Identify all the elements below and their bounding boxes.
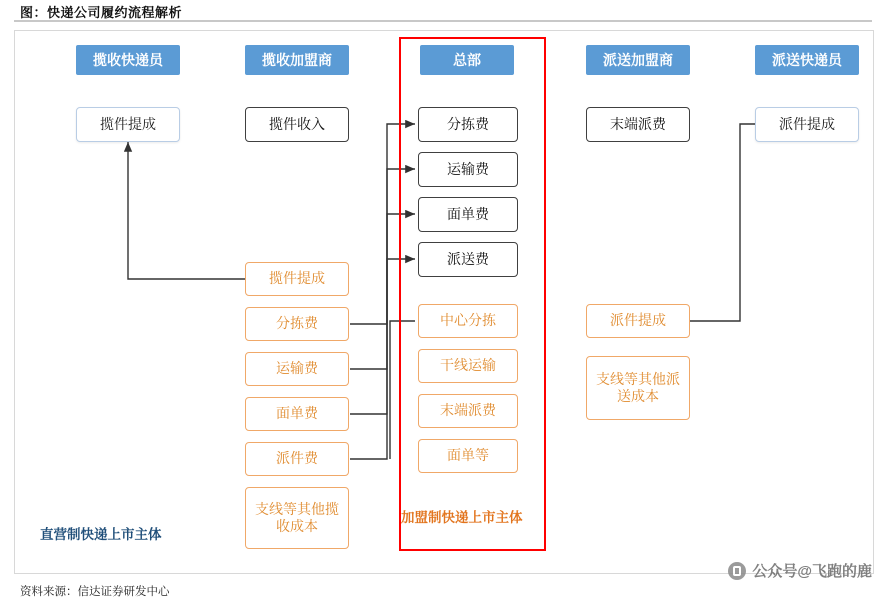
node-col5-delivery-commission: 派件提成 — [755, 107, 859, 142]
node-col2-sorting-fee: 分拣费 — [245, 307, 349, 341]
node-col2-pickup-commission: 揽件提成 — [245, 262, 349, 296]
node-col1-commission: 揽件提成 — [76, 107, 180, 142]
node-col4-delivery-commission: 派件提成 — [586, 304, 690, 338]
node-hq-waybill-fee: 面单费 — [418, 197, 518, 232]
column-header-2: 揽收加盟商 — [245, 45, 349, 75]
watermark-text: 公众号@飞跑的鹿 — [752, 563, 872, 580]
node-hq-trunk-transport: 干线运输 — [418, 349, 518, 383]
figure-title: 图：快递公司履约流程解析 — [20, 5, 183, 20]
node-hq-sorting-fee: 分拣费 — [418, 107, 518, 142]
node-hq-terminal-delivery-fee: 末端派费 — [418, 394, 518, 428]
node-col2-delivery-fee: 派件费 — [245, 442, 349, 476]
column-header-4: 派送加盟商 — [586, 45, 690, 75]
title-divider — [14, 20, 872, 22]
watermark — [728, 560, 872, 581]
node-hq-waybill-etc: 面单等 — [418, 439, 518, 473]
column-header-3: 总部 — [420, 45, 514, 75]
node-col2-waybill-fee: 面单费 — [245, 397, 349, 431]
column-header-5: 派送快递员 — [755, 45, 859, 75]
node-col4-terminal-delivery-fee: 末端派费 — [586, 107, 690, 142]
source-note: 资料来源：信达证券研发中心 — [20, 586, 170, 598]
node-col2-other-pickup-cost: 支线等其他揽收成本 — [245, 487, 349, 549]
node-hq-delivery-fee: 派送费 — [418, 242, 518, 277]
node-col2-transport-fee: 运输费 — [245, 352, 349, 386]
node-hq-center-sorting: 中心分拣 — [418, 304, 518, 338]
column-header-1: 揽收快递员 — [76, 45, 180, 75]
node-hq-transport-fee: 运输费 — [418, 152, 518, 187]
label-franchise: 加盟制快递上市主体 — [401, 510, 523, 525]
node-col4-other-delivery-cost: 支线等其他派送成本 — [586, 356, 690, 420]
node-col2-pickup-revenue: 揽件收入 — [245, 107, 349, 142]
watermark-icon — [728, 562, 746, 580]
label-direct-operation: 直营制快递上市主体 — [40, 527, 162, 542]
